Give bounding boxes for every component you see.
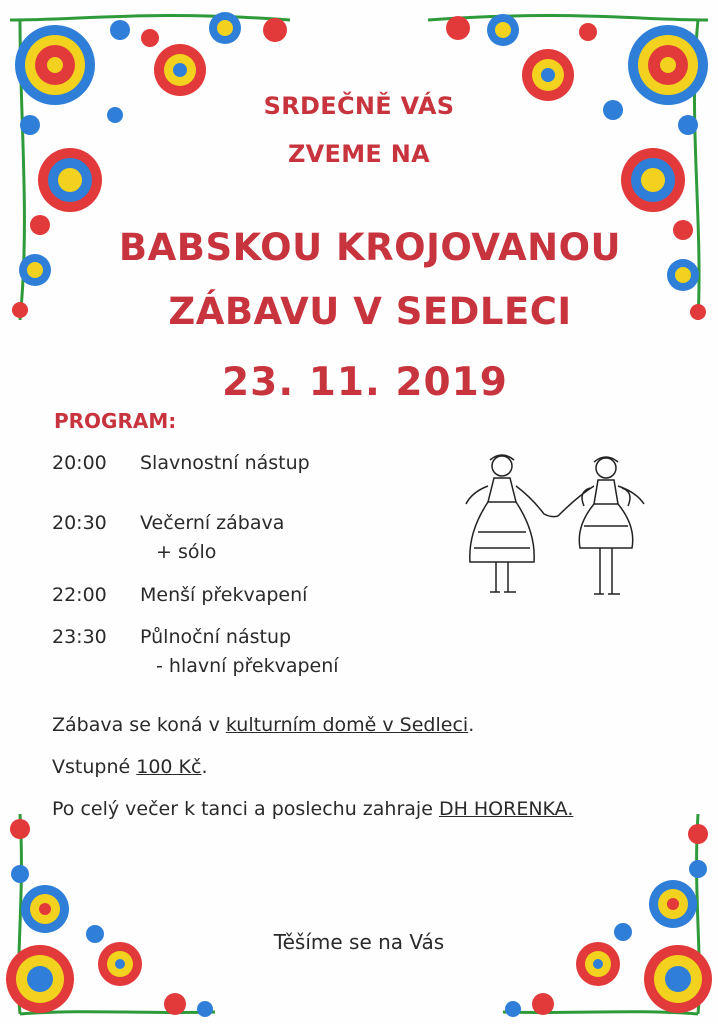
music-prefix: Po celý večer k tanci a poslechu zahraje	[52, 798, 439, 820]
music-info	[52, 798, 573, 820]
entry-fee-info	[52, 756, 208, 778]
program-label: Půlnoční nástup	[140, 626, 292, 648]
event-title-line-2: ZÁBAVU V SEDLECI	[168, 290, 572, 333]
venue-link: kulturním domě v Sedleci	[225, 714, 469, 736]
folk-dancers-illustration	[460, 452, 650, 612]
program-time: 20:30	[52, 512, 107, 534]
entry-fee-value: 100 Kč	[136, 756, 202, 778]
program-sublabel: - hlavní překvapení	[156, 655, 339, 677]
venue-prefix: Zábava se koná v	[52, 714, 226, 736]
floral-ornament-bottom-right	[498, 814, 718, 1024]
program-label: Večerní zábava	[140, 512, 285, 534]
entry-prefix: Vstupné	[52, 756, 137, 778]
program-time: 20:00	[52, 452, 107, 474]
event-date: 23. 11. 2019	[222, 360, 508, 405]
closing-message: Těšíme se na Vás	[273, 930, 445, 954]
program-sublabel: + sólo	[156, 541, 217, 563]
band-name: DH HORENKA.	[438, 798, 574, 820]
program-label: Slavnostní nástup	[140, 452, 310, 474]
program-time: 23:30	[52, 626, 107, 648]
program-time: 22:00	[52, 584, 107, 606]
program-label: Menší překvapení	[140, 584, 308, 606]
venue-info	[52, 714, 474, 736]
invitation-line-2: ZVEME NA	[287, 140, 431, 168]
floral-ornament-bottom-left	[0, 814, 220, 1024]
invitation-line-1: SRDEČNĚ VÁS	[263, 92, 455, 120]
event-title-line-1: BABSKOU KROJOVANOU	[118, 226, 622, 269]
entry-suffix: .	[201, 756, 208, 778]
venue-suffix: .	[468, 714, 475, 736]
program-heading: PROGRAM:	[54, 409, 177, 433]
